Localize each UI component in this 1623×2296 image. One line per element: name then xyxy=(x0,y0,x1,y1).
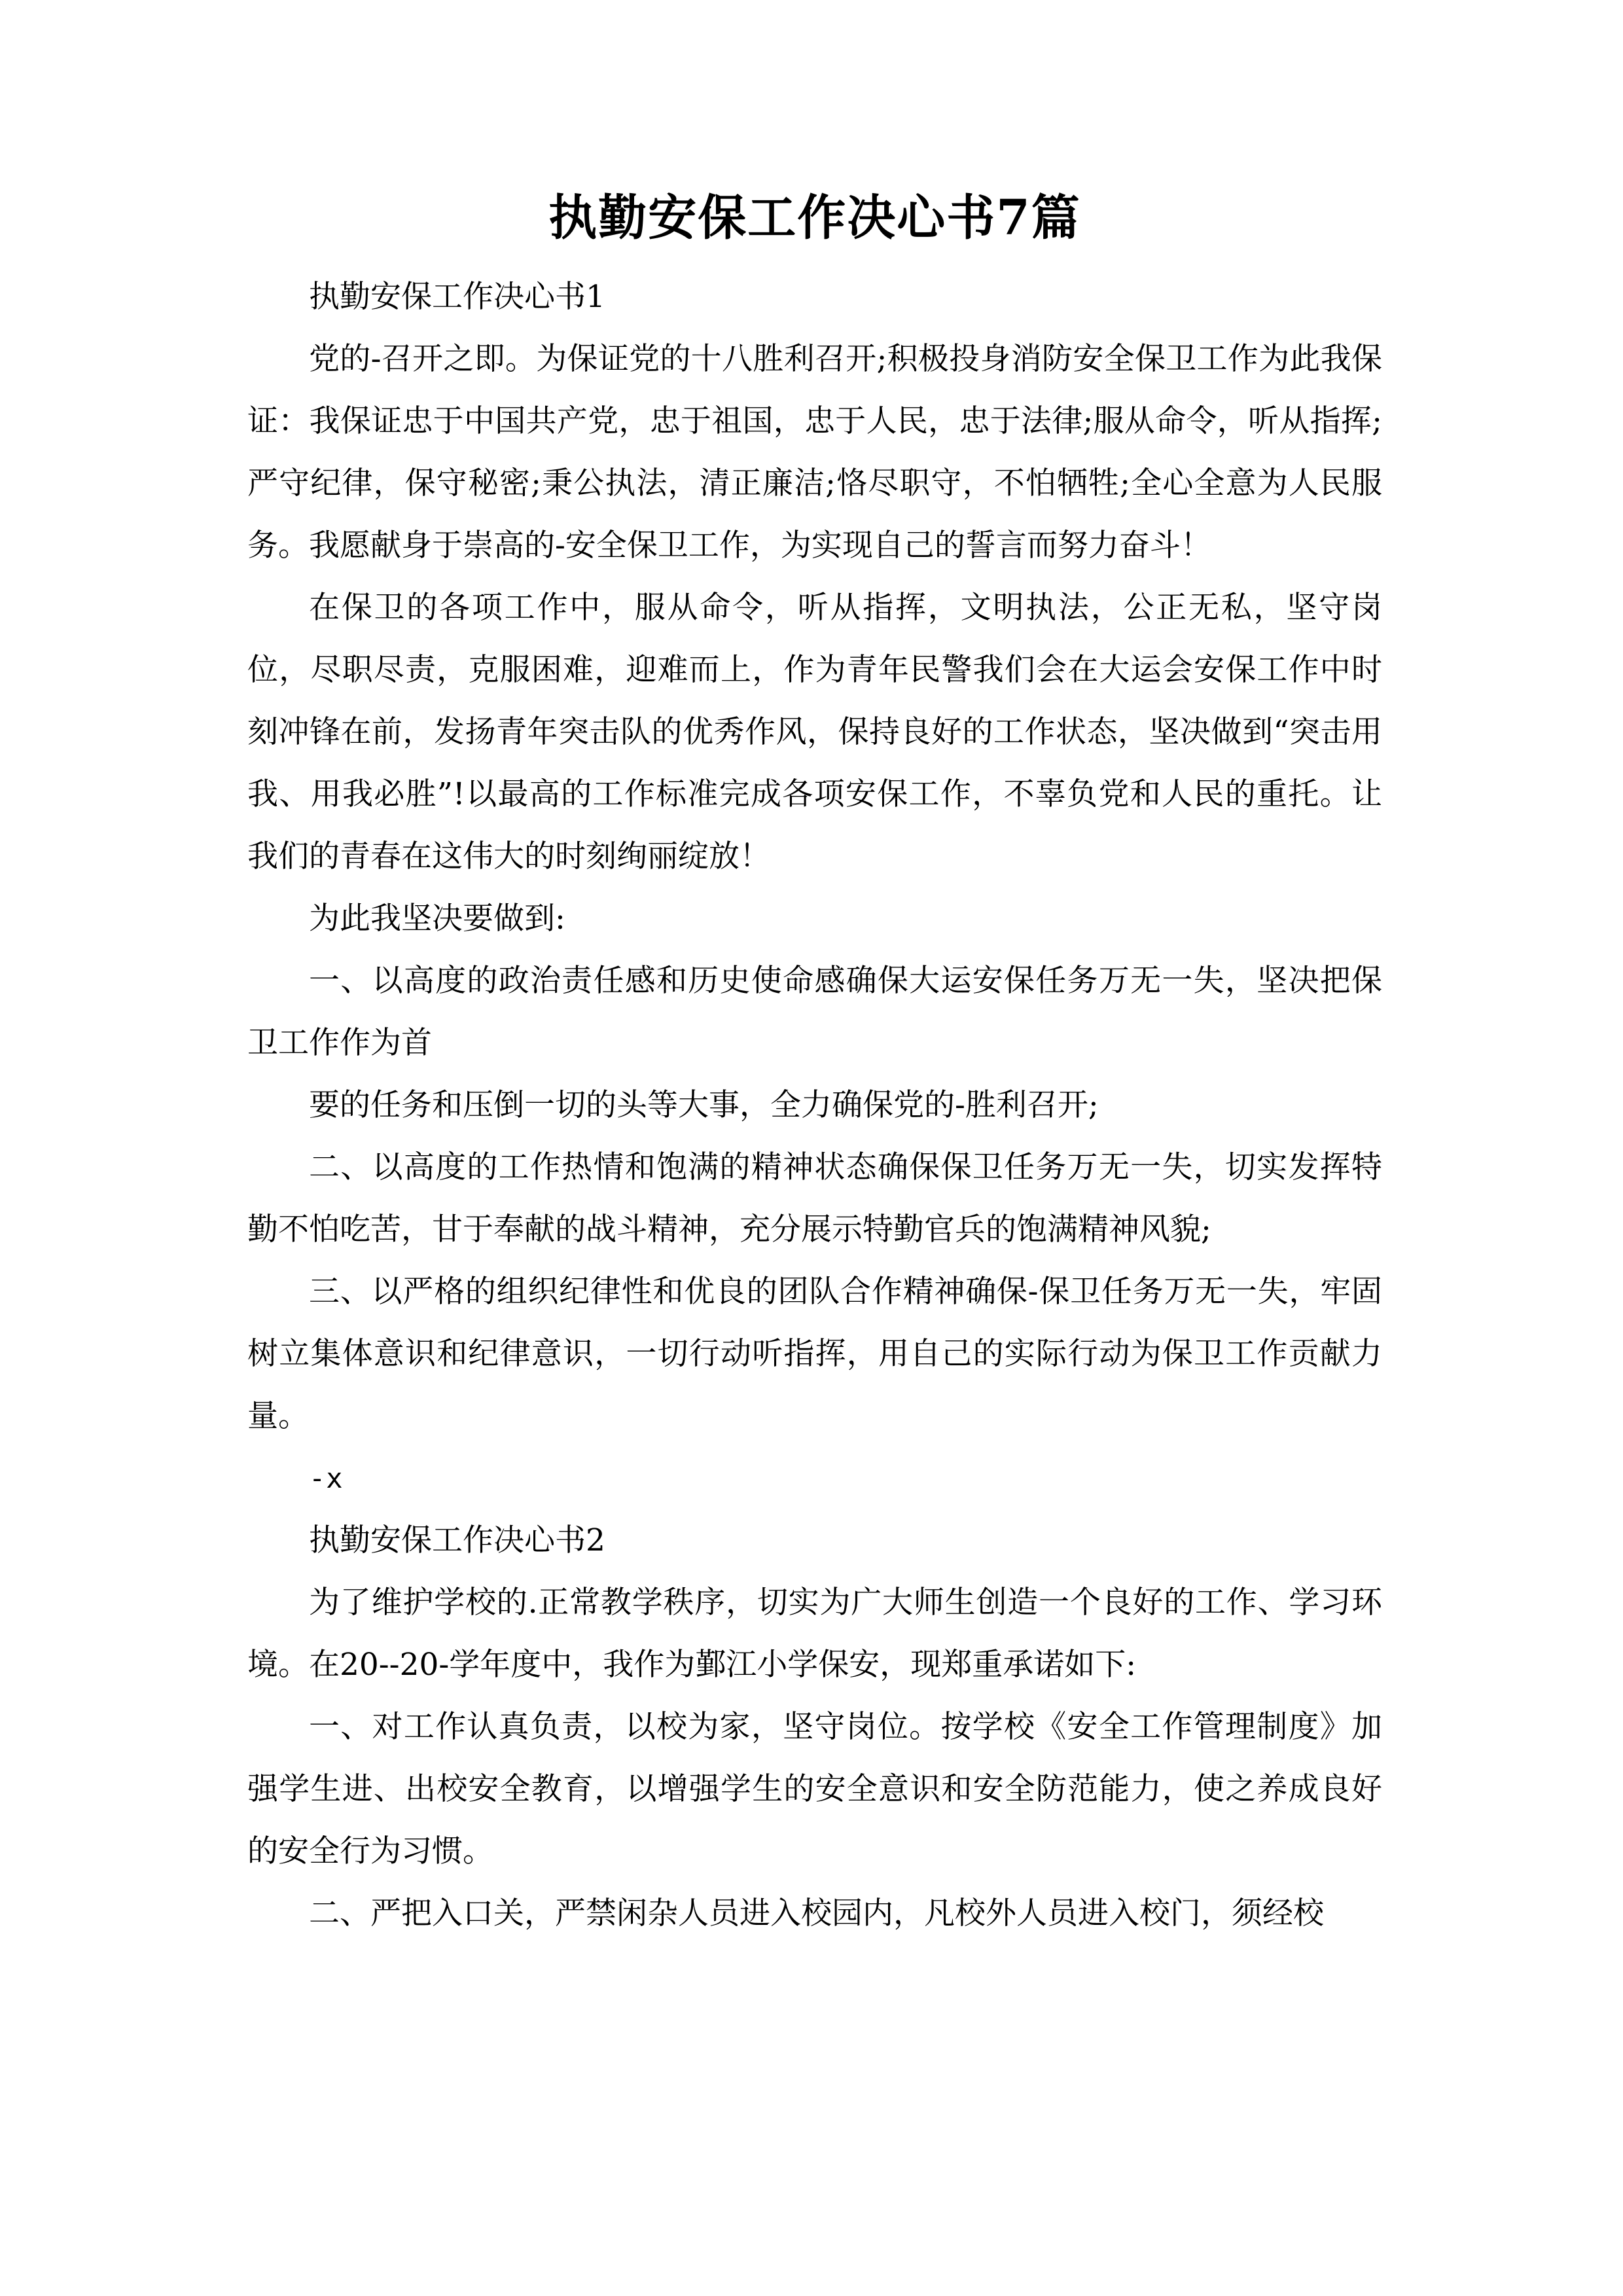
body-paragraph: 三、以严格的组织纪律性和优良的团队合作精神确保-保卫任务万无一失，牢固树立集体意识和纪律意识，一切行动听指挥，用自己的实际行动为保卫工作贡献力量。 xyxy=(247,1274,1382,1434)
document-body xyxy=(247,266,1382,1945)
section-separator: -x xyxy=(309,1462,344,1494)
body-paragraph: 一、对工作认真负责，以校为家，坚守岗位。按学校《安全工作管理制度》加强学生进、出校安全教育，以增强学生的安全意识和安全防范能力，使之养成良好的安全行为习惯。 xyxy=(247,1709,1382,1869)
body-paragraph: 一、以高度的政治责任感和历史使命感确保大运安保任务万无一失，坚决把保卫工作作为首 xyxy=(247,963,1382,1061)
section-heading: 执勤安保工作决心书1 xyxy=(309,279,605,315)
body-paragraph: 党的-召开之即。为保证党的十八胜利召开;积极投身消防安全保卫工作为此我保证：我保证忠于中国共产党，忠于祖国，忠于人民，忠于法律;服从命令，听从指挥;严守纪律，保守秘密;秉公执法，清正廉洁;恪尽职守，不怕牺牲;全心全意为人民服务。我愿献身于崇高的-安全保卫工作，为实现自己的誓言而努力奋斗！ xyxy=(247,341,1382,564)
body-paragraph: 为此我坚决要做到: xyxy=(309,901,565,937)
section-heading: 执勤安保工作决心书2 xyxy=(309,1522,605,1558)
body-paragraph: 要的任务和压倒一切的头等大事，全力确保党的-胜利召开; xyxy=(309,1087,1099,1123)
page-title: 执勤安保工作决心书7篇 xyxy=(548,190,1081,246)
body-paragraph: 为了维护学校的.正常教学秩序，切实为广大师生创造一个良好的工作、学习环境。在20--20-学年度中，我作为鄞江小学保安，现郑重承诺如下: xyxy=(247,1585,1382,1683)
body-paragraph: 在保卫的各项工作中，服从命令，听从指挥，文明执法，公正无私，坚守岗位，尽职尽责，克服困难，迎难而上，作为青年民警我们会在大运会安保工作中时刻冲锋在前，发扬青年突击队的优秀作风，保持良好的工作状态，坚决做到“突击用我、用我必胜”!以最高的工作标准完成各项安保工作，不辜负党和人民的重托。让我们的青春在这伟大的时刻绚丽绽放！ xyxy=(247,590,1382,874)
body-paragraph: 二、以高度的工作热情和饱满的精神状态确保保卫任务万无一失，切实发挥特勤不怕吃苦，甘于奉献的战斗精神，充分展示特勤官兵的饱满精神风貌; xyxy=(247,1149,1382,1247)
body-paragraph: 二、严把入口关，严禁闲杂人员进入校园内，凡校外人员进入校门，须经校 xyxy=(309,1895,1324,1931)
